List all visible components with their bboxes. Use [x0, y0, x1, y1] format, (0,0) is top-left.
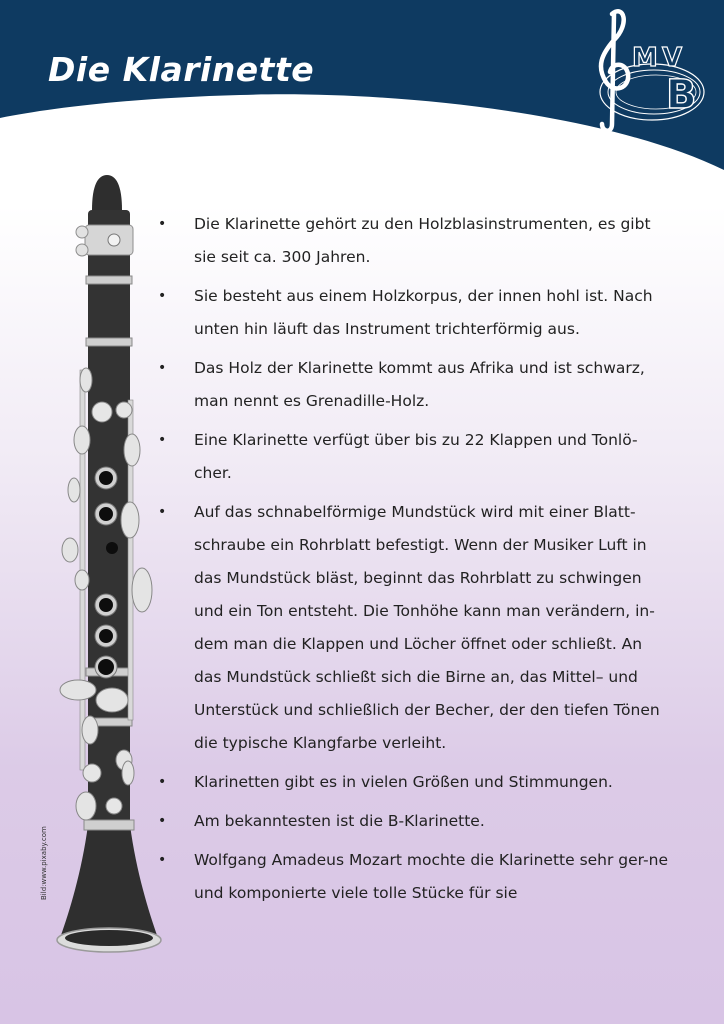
fact-text: Eine Klarinette verfügt über bis zu 22 Klappen und Tonlö-cher.	[194, 431, 638, 482]
svg-text:M: M	[632, 43, 658, 73]
bullet-icon: •	[158, 360, 167, 376]
list-item	[154, 352, 674, 418]
list-item	[154, 766, 674, 799]
bullet-icon: •	[158, 504, 167, 520]
list-item	[154, 844, 674, 910]
fact-text: Klarinetten gibt es in vielen Größen und Stimmungen.	[194, 773, 613, 791]
mvb-logo	[582, 4, 712, 138]
fact-text: Die Klarinette gehört zu den Holzblasinstrumenten, es gibt sie seit ca. 300 Jahren.	[194, 215, 651, 266]
fact-text: Am bekanntesten ist die B-Klarinette.	[194, 812, 485, 830]
fact-text: Auf das schnabelförmige Mundstück wird mit einer Blatt-schraube ein Rohrblatt befestigt. Wenn der Musiker Luft in das Mundstück bläst, beginnt das Rohrblatt zu schwingen und ein Ton entsteht. Die Tonhöhe kann man verändern, in-dem man die Klappen und Löcher öffnet oder schließt. An das Mundstück schließt sich die Birne an, das Mittel– und Unterstück und schließlich der Becher, der den tiefen Tönen die typische Klangfarbe verleiht.	[194, 503, 660, 752]
bullet-icon: •	[158, 432, 167, 448]
page-title: Die Klarinette	[48, 50, 315, 89]
fact-list	[154, 208, 674, 916]
bullet-icon: •	[158, 813, 167, 829]
list-item	[154, 280, 674, 346]
bullet-icon: •	[158, 288, 167, 304]
svg-text:B: B	[666, 72, 697, 118]
fact-text: Wolfgang Amadeus Mozart mochte die Klarinette sehr ger-ne und komponierte viele tolle Stücke für sie	[194, 851, 669, 902]
fact-text: Das Holz der Klarinette kommt aus Afrika und ist schwarz, man nennt es Grenadille-Holz.	[194, 359, 645, 410]
bullet-icon: •	[158, 774, 167, 790]
svg-text:V: V	[662, 43, 683, 73]
image-credit: Bild:www.pixaby.com	[40, 826, 48, 900]
bullet-icon: •	[158, 852, 167, 868]
bullet-icon: •	[158, 216, 167, 232]
fact-text: Sie besteht aus einem Holzkorpus, der innen hohl ist. Nach unten hin läuft das Instrument trichterförmig aus.	[194, 287, 653, 338]
list-item	[154, 208, 674, 274]
list-item	[154, 424, 674, 490]
list-item	[154, 496, 674, 760]
list-item	[154, 805, 674, 838]
